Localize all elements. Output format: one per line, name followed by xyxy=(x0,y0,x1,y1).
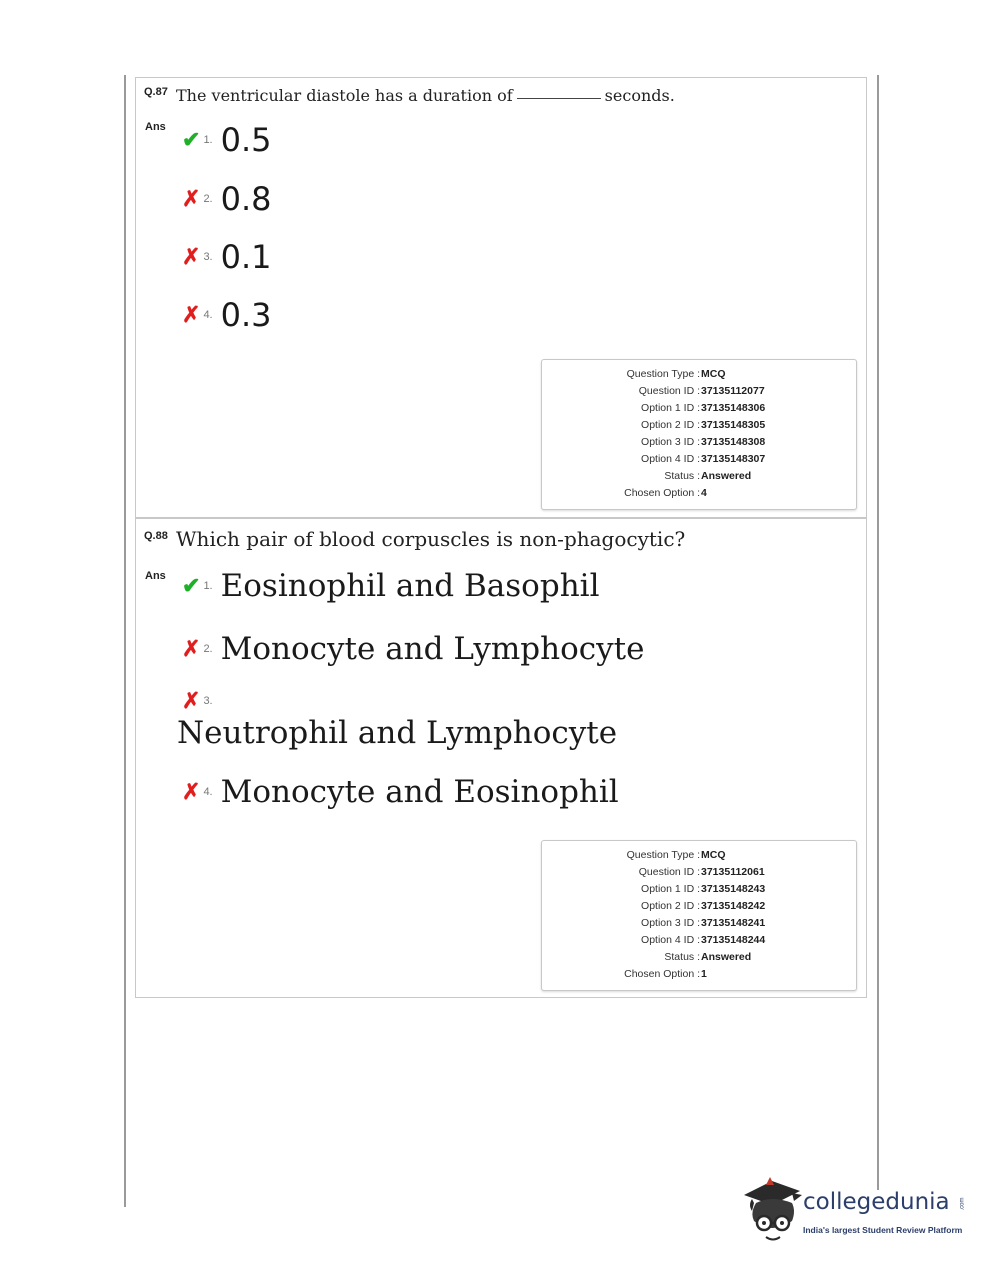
option-number: 2. xyxy=(203,643,213,655)
cross-icon: ✗ xyxy=(182,779,201,804)
info-option-4-id xyxy=(542,934,858,951)
fill-blank xyxy=(517,98,601,99)
option-2 xyxy=(182,180,272,218)
option-number: 3. xyxy=(203,251,213,263)
cross-icon: ✗ xyxy=(182,688,201,713)
brand-suffix: .com xyxy=(959,1197,966,1211)
info-label: Chosen Option : xyxy=(624,487,700,499)
option-number: 1. xyxy=(203,134,213,146)
info-label: Option 4 ID : xyxy=(641,934,700,946)
question-text xyxy=(176,86,675,105)
check-icon: ✔ xyxy=(182,573,201,598)
info-question-id xyxy=(542,385,858,402)
info-value: 4 xyxy=(701,487,707,499)
question-87-block xyxy=(135,77,867,518)
info-option-3-id xyxy=(542,436,858,453)
info-label: Option 3 ID : xyxy=(641,436,700,448)
info-label: Option 4 ID : xyxy=(641,453,700,465)
brand-name: collegedunia xyxy=(803,1189,950,1215)
info-label: Question ID : xyxy=(638,385,700,397)
info-status xyxy=(542,470,858,487)
option-text: 0.8 xyxy=(220,180,272,218)
question-text-before: The ventricular diastole has a duration of xyxy=(176,86,513,105)
info-value: Answered xyxy=(701,951,752,963)
info-label: Status : xyxy=(664,470,700,482)
question-number: Q.88 xyxy=(144,530,168,542)
info-option-4-id xyxy=(542,453,858,470)
option-text: Monocyte and Lymphocyte xyxy=(220,631,645,667)
option-number: 4. xyxy=(203,786,213,798)
info-value: 37135148241 xyxy=(701,917,766,929)
question-text-after: seconds. xyxy=(604,86,675,105)
info-question-id xyxy=(542,866,858,883)
option-3 xyxy=(182,238,272,276)
option-text: Eosinophil and Basophil xyxy=(220,568,600,604)
info-value: 37135112077 xyxy=(701,385,765,397)
info-value: 37135148307 xyxy=(701,453,766,465)
info-question-type xyxy=(542,368,858,385)
info-option-2-id xyxy=(542,900,858,917)
info-option-1-id xyxy=(542,883,858,900)
option-text: 0.1 xyxy=(220,238,272,276)
info-label: Chosen Option : xyxy=(624,968,700,980)
info-label: Question Type : xyxy=(626,849,700,861)
option-2 xyxy=(182,631,644,667)
info-value: 37135112061 xyxy=(701,866,765,878)
option-4 xyxy=(182,296,272,334)
info-label: Question ID : xyxy=(638,866,700,878)
question-text: Which pair of blood corpuscles is non-phagocytic? xyxy=(176,527,686,551)
option-text: 0.5 xyxy=(220,121,272,159)
info-value: 37135148305 xyxy=(701,419,766,431)
option-text: 0.3 xyxy=(220,296,272,334)
question-88-block xyxy=(135,518,867,998)
option-3-text: Neutrophil and Lymphocyte xyxy=(177,715,618,751)
ans-label: Ans xyxy=(145,121,166,133)
info-value: 1 xyxy=(701,968,707,980)
info-value: MCQ xyxy=(701,849,726,861)
collegedunia-logo xyxy=(742,1175,972,1245)
info-option-1-id xyxy=(542,402,858,419)
info-value: 37135148306 xyxy=(701,402,766,414)
info-value: Answered xyxy=(701,470,752,482)
info-option-2-id xyxy=(542,419,858,436)
option-number: 3. xyxy=(203,695,213,707)
option-4 xyxy=(182,774,619,810)
cross-icon: ✗ xyxy=(182,244,201,269)
info-label: Question Type : xyxy=(626,368,700,380)
info-value: 37135148308 xyxy=(701,436,766,448)
cross-icon: ✗ xyxy=(182,302,201,327)
option-1 xyxy=(182,568,599,604)
ans-label: Ans xyxy=(145,570,166,582)
page-right-border xyxy=(877,75,879,1190)
info-option-3-id xyxy=(542,917,858,934)
question-number: Q.87 xyxy=(144,86,168,98)
check-icon: ✔ xyxy=(182,127,201,152)
question-info-panel xyxy=(541,359,857,510)
info-label: Status : xyxy=(664,951,700,963)
info-value: 37135148243 xyxy=(701,883,766,895)
info-chosen-option xyxy=(542,968,858,985)
cross-icon: ✗ xyxy=(182,636,201,661)
info-label: Option 2 ID : xyxy=(641,419,700,431)
option-text: Monocyte and Eosinophil xyxy=(220,774,619,810)
info-label: Option 1 ID : xyxy=(641,883,700,895)
info-value: MCQ xyxy=(701,368,726,380)
option-number: 1. xyxy=(203,580,213,592)
info-value: 37135148244 xyxy=(701,934,766,946)
option-3 xyxy=(182,690,221,712)
option-1 xyxy=(182,121,272,159)
info-value: 37135148242 xyxy=(701,900,766,912)
info-label: Option 3 ID : xyxy=(641,917,700,929)
page-left-border xyxy=(124,75,126,1207)
info-status xyxy=(542,951,858,968)
option-number: 2. xyxy=(203,193,213,205)
info-label: Option 1 ID : xyxy=(641,402,700,414)
info-chosen-option xyxy=(542,487,858,504)
brand-tagline: India's largest Student Review Platform xyxy=(803,1225,963,1235)
question-info-panel xyxy=(541,840,857,991)
option-number: 4. xyxy=(203,309,213,321)
info-question-type xyxy=(542,849,858,866)
mascot-icon xyxy=(742,1175,804,1245)
info-label: Option 2 ID : xyxy=(641,900,700,912)
cross-icon: ✗ xyxy=(182,186,201,211)
